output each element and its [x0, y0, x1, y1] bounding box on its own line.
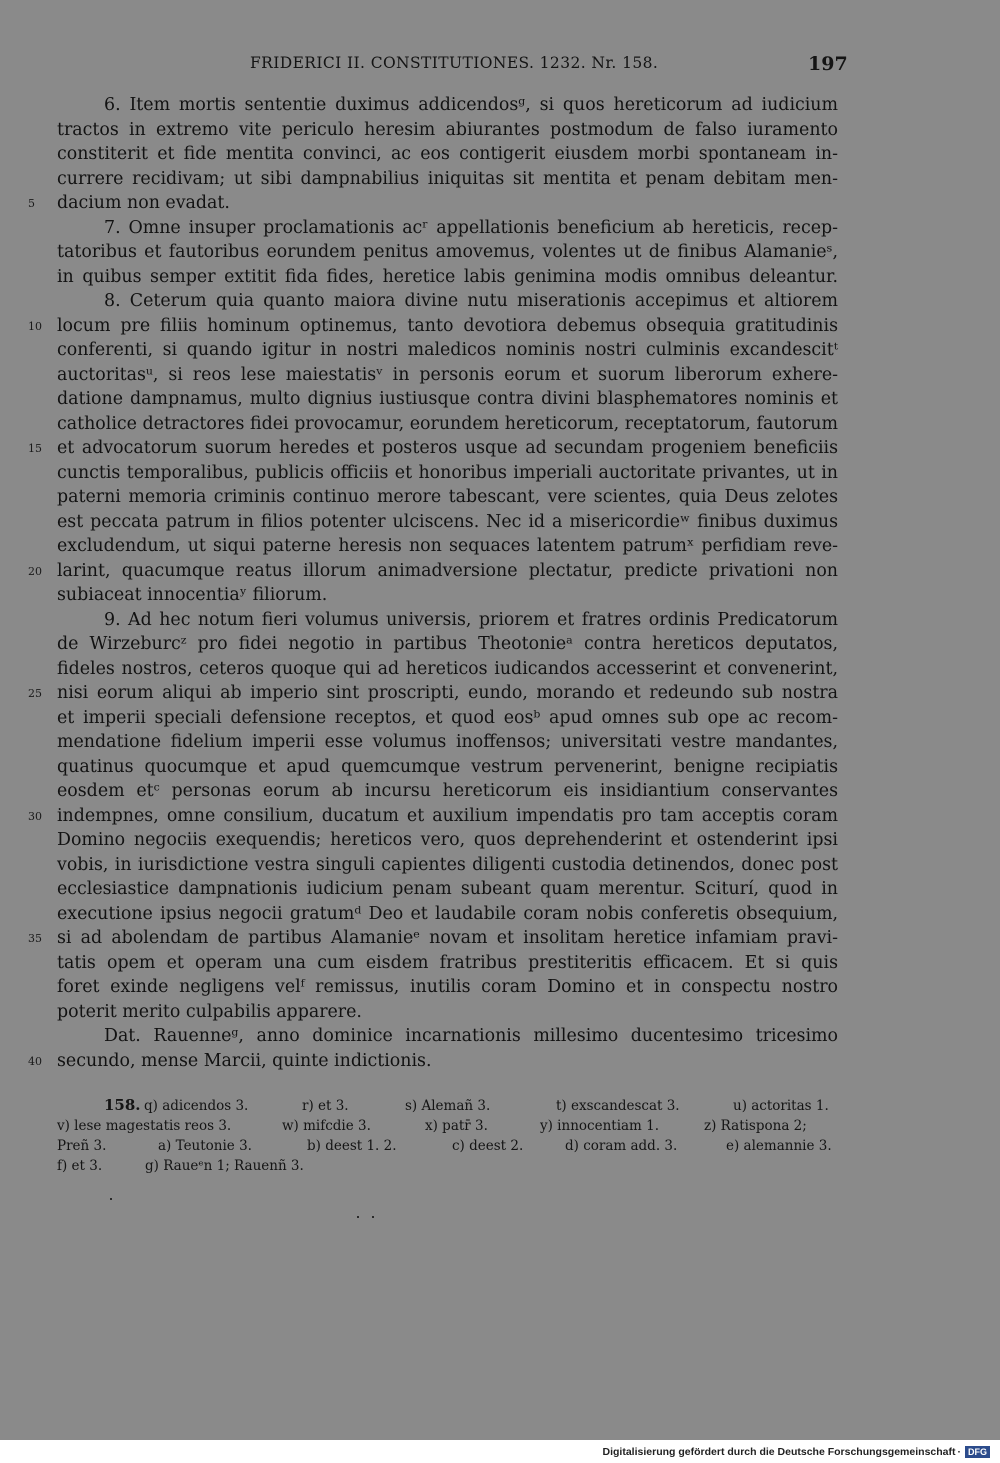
line-number: 10	[28, 319, 42, 333]
dfg-logo: DFG	[965, 1446, 990, 1458]
text-line: vobis, in iurisdictione vestra singuli capientes diligenti custodia detinendos, donec post	[57, 854, 838, 875]
footnote-x: x) patr̄ 3.	[425, 1118, 488, 1134]
text-line: Domino negociis exequendis; hereticos vero, quos deprehenderint et ostenderint ipsi	[57, 830, 838, 850]
text-line: mendatione fidelium imperii esse volumus inoffensos; universitati vestre mandantes,	[57, 732, 838, 752]
text-line: 7. Omne insuper proclamationis acʳ appellationis beneficium ab hereticis, recep-	[104, 217, 838, 238]
footnote-v: v) lese magestatis reos 3.	[57, 1118, 232, 1134]
footnote-r: r) et 3.	[302, 1098, 349, 1114]
text-line: tatis opem et operam una cum eisdem fratribus prestiteritis efficacem. Et si quis	[57, 952, 838, 973]
footnote-u: u) actoritas 1.	[733, 1098, 829, 1114]
line-number: 35	[28, 932, 42, 945]
line-number: 30	[28, 809, 42, 823]
text-line: ecclesiastice dampnationis iudicium penam subeant quam merentur. Sciturí, quod in	[57, 879, 838, 899]
text-line: in quibus semper extitit fida fides, heretice labis genimina modis omnibus deleantur.	[57, 266, 838, 287]
text-line: 8. Ceterum quia quanto maiora divine nutu miserationis accepimus et altiorem	[104, 291, 838, 311]
footnote-w: w) mifcdie 3.	[282, 1118, 371, 1134]
text-line: tatoribus et fautoribus eorundem penitus amovemus, volentes ut de finibus Alamanieˢ,	[57, 242, 838, 262]
text-line: et advocatorum suorum heredes et posteros usque ad secundam progeniem beneficiis	[57, 438, 838, 458]
scan-speck	[110, 1198, 112, 1200]
footnote-number: 158.	[104, 1096, 141, 1114]
text-line: eosdem etᶜ personas eorum ab incursu hereticorum eis insidiantium conservantes	[57, 781, 838, 801]
text-line: fideles nostros, ceteros quoque qui ad hereticos iudicandos accesserint et convenerint,	[57, 658, 838, 679]
text-line: nisi eorum aliqui ab imperio sint proscripti, eundo, morando et redeundo sub nostra	[57, 683, 838, 703]
text-line: auctoritasᵘ, si reos lese maiestatisᵛ in personis eorum et suorum liberorum exhere-	[57, 364, 838, 385]
text-line: subiaceat innocentiaʸ filiorum.	[57, 585, 328, 605]
text-line: est peccata patrum in filios potenter ulciscens. Nec id a misericordieʷ finibus duximus	[57, 511, 838, 532]
scan-speck	[357, 1216, 359, 1218]
text-line: poterit merito culpabilis apparere.	[57, 1001, 362, 1022]
footnote-g: g) Raueᵉn 1; Rauenñ 3.	[145, 1158, 304, 1174]
digitization-credit: Digitalisierung gefördert durch die Deutsche Forschungsgemeinschaft · DFG	[603, 1446, 990, 1458]
text-line: cunctis temporalibus, publicis officiis et honoribus imperiali auctoritate privantes, ut in	[57, 462, 838, 483]
text-line: Dat. Rauenneᵍ, anno dominice incarnationis millesimo ducentesimo tricesimo	[104, 1026, 838, 1046]
text-line: datione dampnamus, multo dignius iustiusque contra divini blasphematores nominis et	[57, 389, 838, 409]
running-title: FRIDERICI II. CONSTITUTIONES. 1232. Nr. 158.	[250, 54, 659, 72]
footnote-s: s) Alemañ 3.	[405, 1098, 491, 1114]
line-number: 15	[28, 442, 42, 455]
footnote-e: e) alemannie 3.	[726, 1138, 832, 1154]
footnote-y: y) innocentiam 1.	[540, 1118, 660, 1134]
footnote-z-cont: Preñ 3.	[57, 1138, 107, 1154]
text-line: indempnes, omne consilium, ducatum et auxilium impendatis pro tam acceptis coram	[57, 805, 838, 826]
text-line: 9. Ad hec notum fieri volumus universis, priorem et fratres ordinis Predicatorum	[104, 609, 838, 630]
footnote-d: d) coram add. 3.	[565, 1138, 678, 1154]
line-number: 40	[28, 1054, 42, 1068]
text-line: quatinus quocumque et apud quemcumque vestrum pervenerint, benigne recipiatis	[57, 756, 838, 777]
text-line: tractos in extremo vite periculo heresim abiurantes postmodum de falso iuramento	[57, 119, 838, 140]
line-number: 20	[28, 564, 42, 578]
text-line: executione ipsius negocii gratumᵈ Deo et laudabile coram nobis conferetis obsequium,	[57, 903, 838, 924]
text-line: catholice detractores fidei provocamur, eorundem hereticorum, receptatorum, fautorum	[57, 413, 838, 434]
text-line: currere recidivam; ut sibi dampnabilius iniquitas sit mentita et penam debitam men-	[57, 168, 838, 189]
credit-text: Digitalisierung gefördert durch die Deutsche Forschungsgemeinschaft	[602, 1446, 956, 1458]
text-line: secundo, mense Marcii, quinte indictionis.	[57, 1050, 432, 1071]
text-line: locum pre filiis hominum optinemus, tanto devotiora debemus obsequia gratitudinis	[57, 315, 838, 336]
footnote-c: c) deest 2.	[452, 1138, 524, 1154]
text-line: paterni memoria criminis continuo merore tabescant, vere scientes, quia Deus zelotes	[57, 487, 838, 507]
scan-speck	[372, 1216, 374, 1218]
text-line: si ad abolendam de partibus Alamanieᵉ novam et insolitam heretice infamiam pravi-	[57, 928, 838, 948]
text-line: conferenti, si quando igitur in nostri maledicos nominis nostri culminis excandescitᵗ	[57, 340, 838, 360]
text-line: excludendum, ut siqui paterne heresis non sequaces latentem patrumˣ perfidiam reve-	[57, 536, 838, 556]
text-line: foret exinde negligens velᶠ remissus, inutilis coram Domino et in conspectu nostro	[57, 977, 838, 997]
text-line: larint, quacumque reatus illorum animadversione plectatur, predicte privationi non	[57, 560, 838, 581]
footnote-t: t) exscandescat 3.	[556, 1098, 680, 1114]
text-line: constiterit et fide mentita convinci, ac eos contigerit eiusdem morbi spontaneam in-	[57, 144, 838, 164]
footnote-q: q) adicendos 3.	[144, 1098, 249, 1114]
text-line: de Wirzeburcᶻ pro fidei negotio in partibus Theotonieᵃ contra hereticos deputatos,	[57, 634, 838, 654]
line-number: 5	[28, 197, 35, 210]
text-line: dacium non evadat.	[57, 193, 230, 213]
page-number: 197	[808, 53, 848, 75]
footnote-z: z) Ratispona 2;	[704, 1118, 807, 1134]
text-line: et imperii speciali defensione receptos, et quod eosᵇ apud omnes sub ope ac recom-	[57, 707, 838, 728]
footnote-f: f) et 3.	[57, 1158, 103, 1174]
footnote-a: a) Teutonie 3.	[158, 1138, 252, 1154]
line-number: 25	[28, 687, 42, 700]
text-line: 6. Item mortis sententie duximus addicendosᵍ, si quos hereticorum ad iudicium	[104, 95, 838, 115]
footnote-b: b) deest 1. 2.	[307, 1138, 397, 1154]
